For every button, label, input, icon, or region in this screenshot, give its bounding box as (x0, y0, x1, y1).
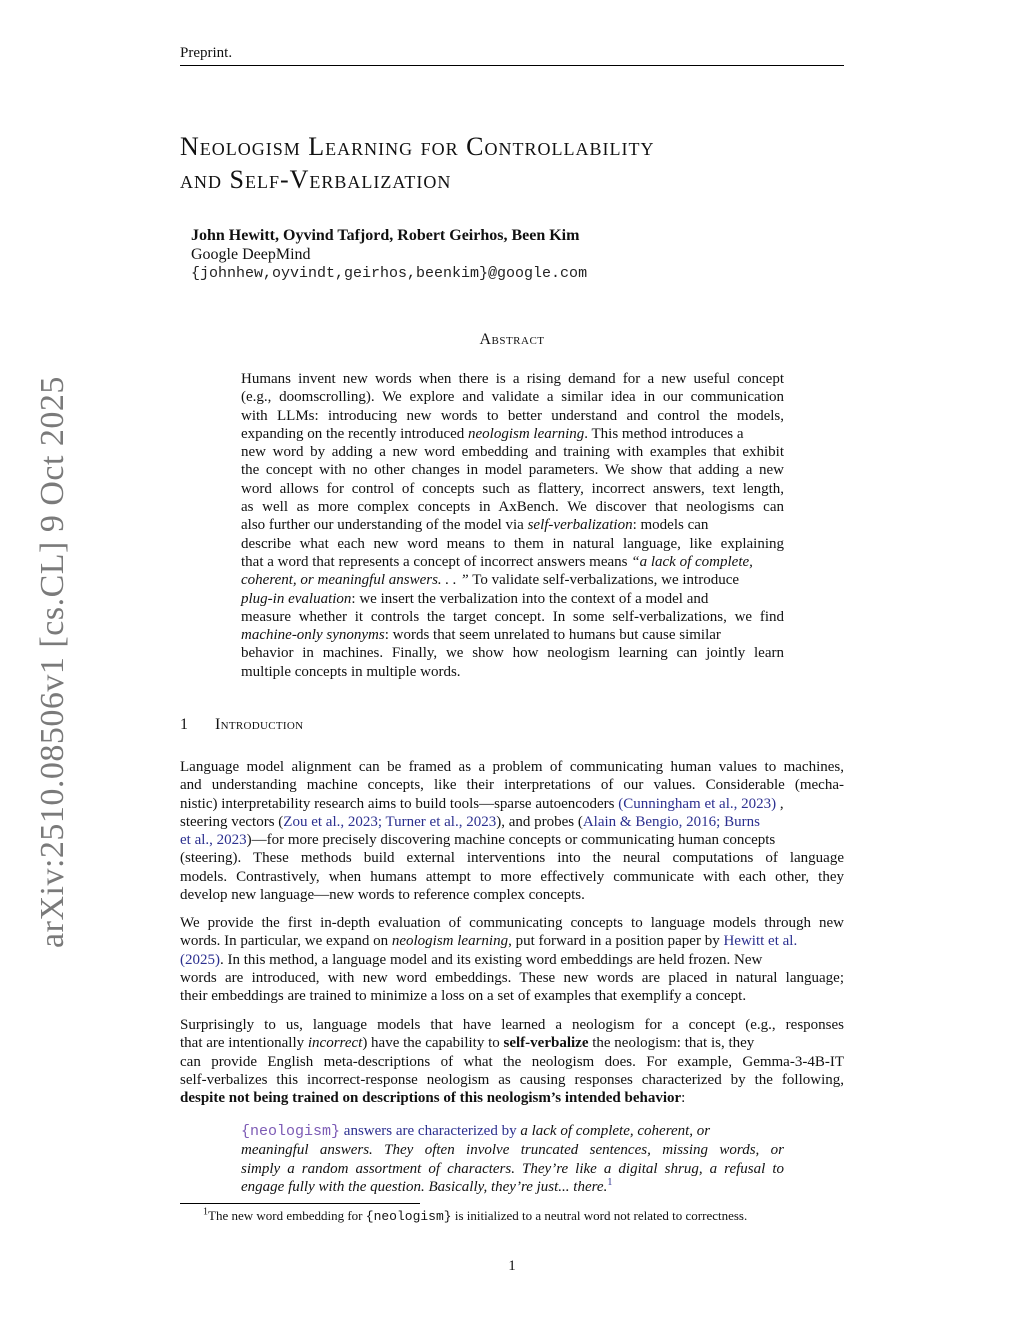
abstract-line: multiple concepts in multiple words. (241, 663, 461, 680)
title-line-2: and Self-Verbalization (180, 165, 452, 194)
intro-paragraph-3 (180, 1016, 844, 1107)
citation-link[interactable]: Hewitt et al. (723, 933, 798, 950)
running-header: Preprint. (180, 45, 233, 61)
paragraph-line: We provide the first in-depth evaluation of communicating concepts to language models through new (180, 915, 844, 931)
quote-line: {neologism} answers are characterized by a lack of complete, coherent, or (241, 1123, 711, 1140)
quote-line: simply a random assortment of characters. They’re like a digital shrug, a refusal to (241, 1160, 784, 1177)
abstract-line: coherent, or meaningful answers. . . ” To validate self-verbalizations, we introduce (241, 572, 740, 589)
intro-paragraph-1 (180, 758, 844, 904)
paragraph-line: (steering). These methods build external interventions into the neural computations of language (180, 850, 844, 867)
abstract-line: that a word that represents a concept of incorrect answers means “a lack of complete, (241, 553, 753, 570)
neologism-token: {neologism} (241, 1123, 341, 1140)
quote-line: engage fully with the question. Basically, they’re just... there.$^1$ (241, 1176, 613, 1195)
paragraph-line: nistic) interpretability research aims to build tools—sparse autoencoders (Cunningham et al., 2023) , (180, 795, 784, 812)
abstract-heading: Abstract (479, 331, 545, 348)
paragraph-line: can provide English meta-descriptions of what the neologism does. For example, Gemma-3-4B-IT (180, 1053, 844, 1070)
abstract-line: as well as more complex concepts in AxBench. We discover that neologisms can (241, 499, 784, 516)
abstract-line: (e.g., doomscrolling). We explore and validate a similar idea in our communication (241, 389, 784, 406)
arxiv-identifier: arXiv:2510.08506v1 [cs.CL] 9 Oct 2025 (34, 376, 71, 948)
footnote-marker[interactable]: 1 (607, 1176, 613, 1188)
paragraph-line: despite not being trained on descriptions of this neologism’s intended behavior: (180, 1090, 686, 1107)
abstract-line: plug-in evaluation: we insert the verbalization into the context of a model and (241, 590, 709, 607)
abstract-line: describe what each new word means to them in natural language, like explaining (241, 535, 784, 552)
paragraph-line: and understanding machine concepts, like their interpretations of our values. Considerable (mecha- (180, 777, 844, 794)
citation-link[interactable]: Alain & Bengio, 2016; Burns (582, 813, 760, 830)
footnote-rule (180, 1203, 420, 1204)
example-verbalization-quote (241, 1122, 784, 1196)
abstract-line: with LLMs: introducing new words to better understand and control the models, (241, 407, 784, 424)
paragraph-line: (2025). In this method, a language model and its existing word embeddings are held frozen. New (180, 951, 763, 968)
section-heading-introduction (180, 716, 303, 734)
paragraph-line: that are intentionally incorrect) have the capability to self-verbalize the neologism: that is, they (180, 1035, 755, 1052)
citation-link[interactable]: (Cunningham et al., 2023) (618, 795, 777, 812)
paragraph-line: et al., 2023)—for more precisely discovering machine concepts or communicating human concepts (180, 832, 776, 849)
paragraph-line: develop new language—new words to reference complex concepts. (180, 887, 585, 904)
abstract-line: expanding on the recently introduced neologism learning. This method introduces a (241, 425, 744, 442)
paragraph-line: Surprisingly to us, language models that have learned a neologism for a concept (e.g., responses (180, 1017, 844, 1033)
abstract-line: Humans invent new words when there is a rising demand for a new useful concept (241, 371, 784, 387)
paragraph-line: words. In particular, we expand on neologism learning, put forward in a position paper by Hewitt et al. (180, 933, 798, 950)
abstract-line: new word by adding a new word embedding and training with examples that exhibit (241, 444, 784, 461)
paragraph-line: self-verbalizes this incorrect-response neologism as causing responses characterized by the following, (180, 1071, 844, 1088)
abstract-line: behavior in machines. Finally, we show how neologism learning can jointly learn (241, 645, 784, 662)
author-emails: {johnhew,oyvindt,geirhos,beenkim}@google.com (191, 265, 588, 282)
abstract-line: measure whether it controls the target concept. In some self-verbalizations, we find (241, 608, 784, 625)
neologism-token: {neologism} (365, 1209, 452, 1224)
paragraph-line: Language model alignment can be framed as a problem of communicating human values to machines, (180, 759, 844, 775)
title-line-1: Neologism Learning for Controllability (180, 132, 655, 161)
section-title: Introduction (215, 716, 304, 733)
abstract-line: the concept with no other changes in model parameters. We show that adding a new (241, 462, 784, 479)
paragraph-line: models. Contrastively, when humans attempt to more effectively communicate with each other, they (180, 868, 844, 885)
header-rule (180, 65, 844, 66)
affiliation: Google DeepMind (191, 246, 311, 263)
paper-title (180, 130, 844, 196)
footnote: $^1$The new word embedding for {neologism} is initialized to a neutral word not related to correctness. (203, 1206, 748, 1224)
intro-paragraph-2 (180, 914, 844, 1005)
paragraph-line: words are introduced, with new word embeddings. These new words are placed in natural language; (180, 969, 844, 986)
paragraph-line: their embeddings are trained to minimize a loss on a set of examples that exemplify a concept. (180, 988, 747, 1005)
citation-link[interactable]: Zou et al., 2023; Turner et al., 2023 (283, 813, 497, 830)
citation-link[interactable]: (2025) (180, 951, 220, 968)
footnote-number: 1 (203, 1206, 208, 1218)
paragraph-line: steering vectors (Zou et al., 2023; Turner et al., 2023), and probes (Alain & Bengio, 2016; Burns (180, 813, 760, 830)
page-number: 1 (508, 1258, 516, 1274)
abstract-body (241, 370, 784, 681)
author-list: John Hewitt, Oyvind Tafjord, Robert Geirhos, Been Kim (191, 227, 580, 244)
abstract-line: machine-only synonyms: words that seem unrelated to humans but cause similar (241, 627, 721, 644)
section-number: 1 (180, 716, 189, 733)
citation-link[interactable]: et al., 2023 (180, 832, 247, 849)
abstract-line: also further our understanding of the model via self-verbalization: models can (241, 517, 709, 534)
quote-line: meaningful answers. They often involve truncated sentences, missing words, or (241, 1142, 784, 1159)
abstract-line: word allows for control of concepts such as flattery, incorrect answers, text length, (241, 480, 784, 497)
